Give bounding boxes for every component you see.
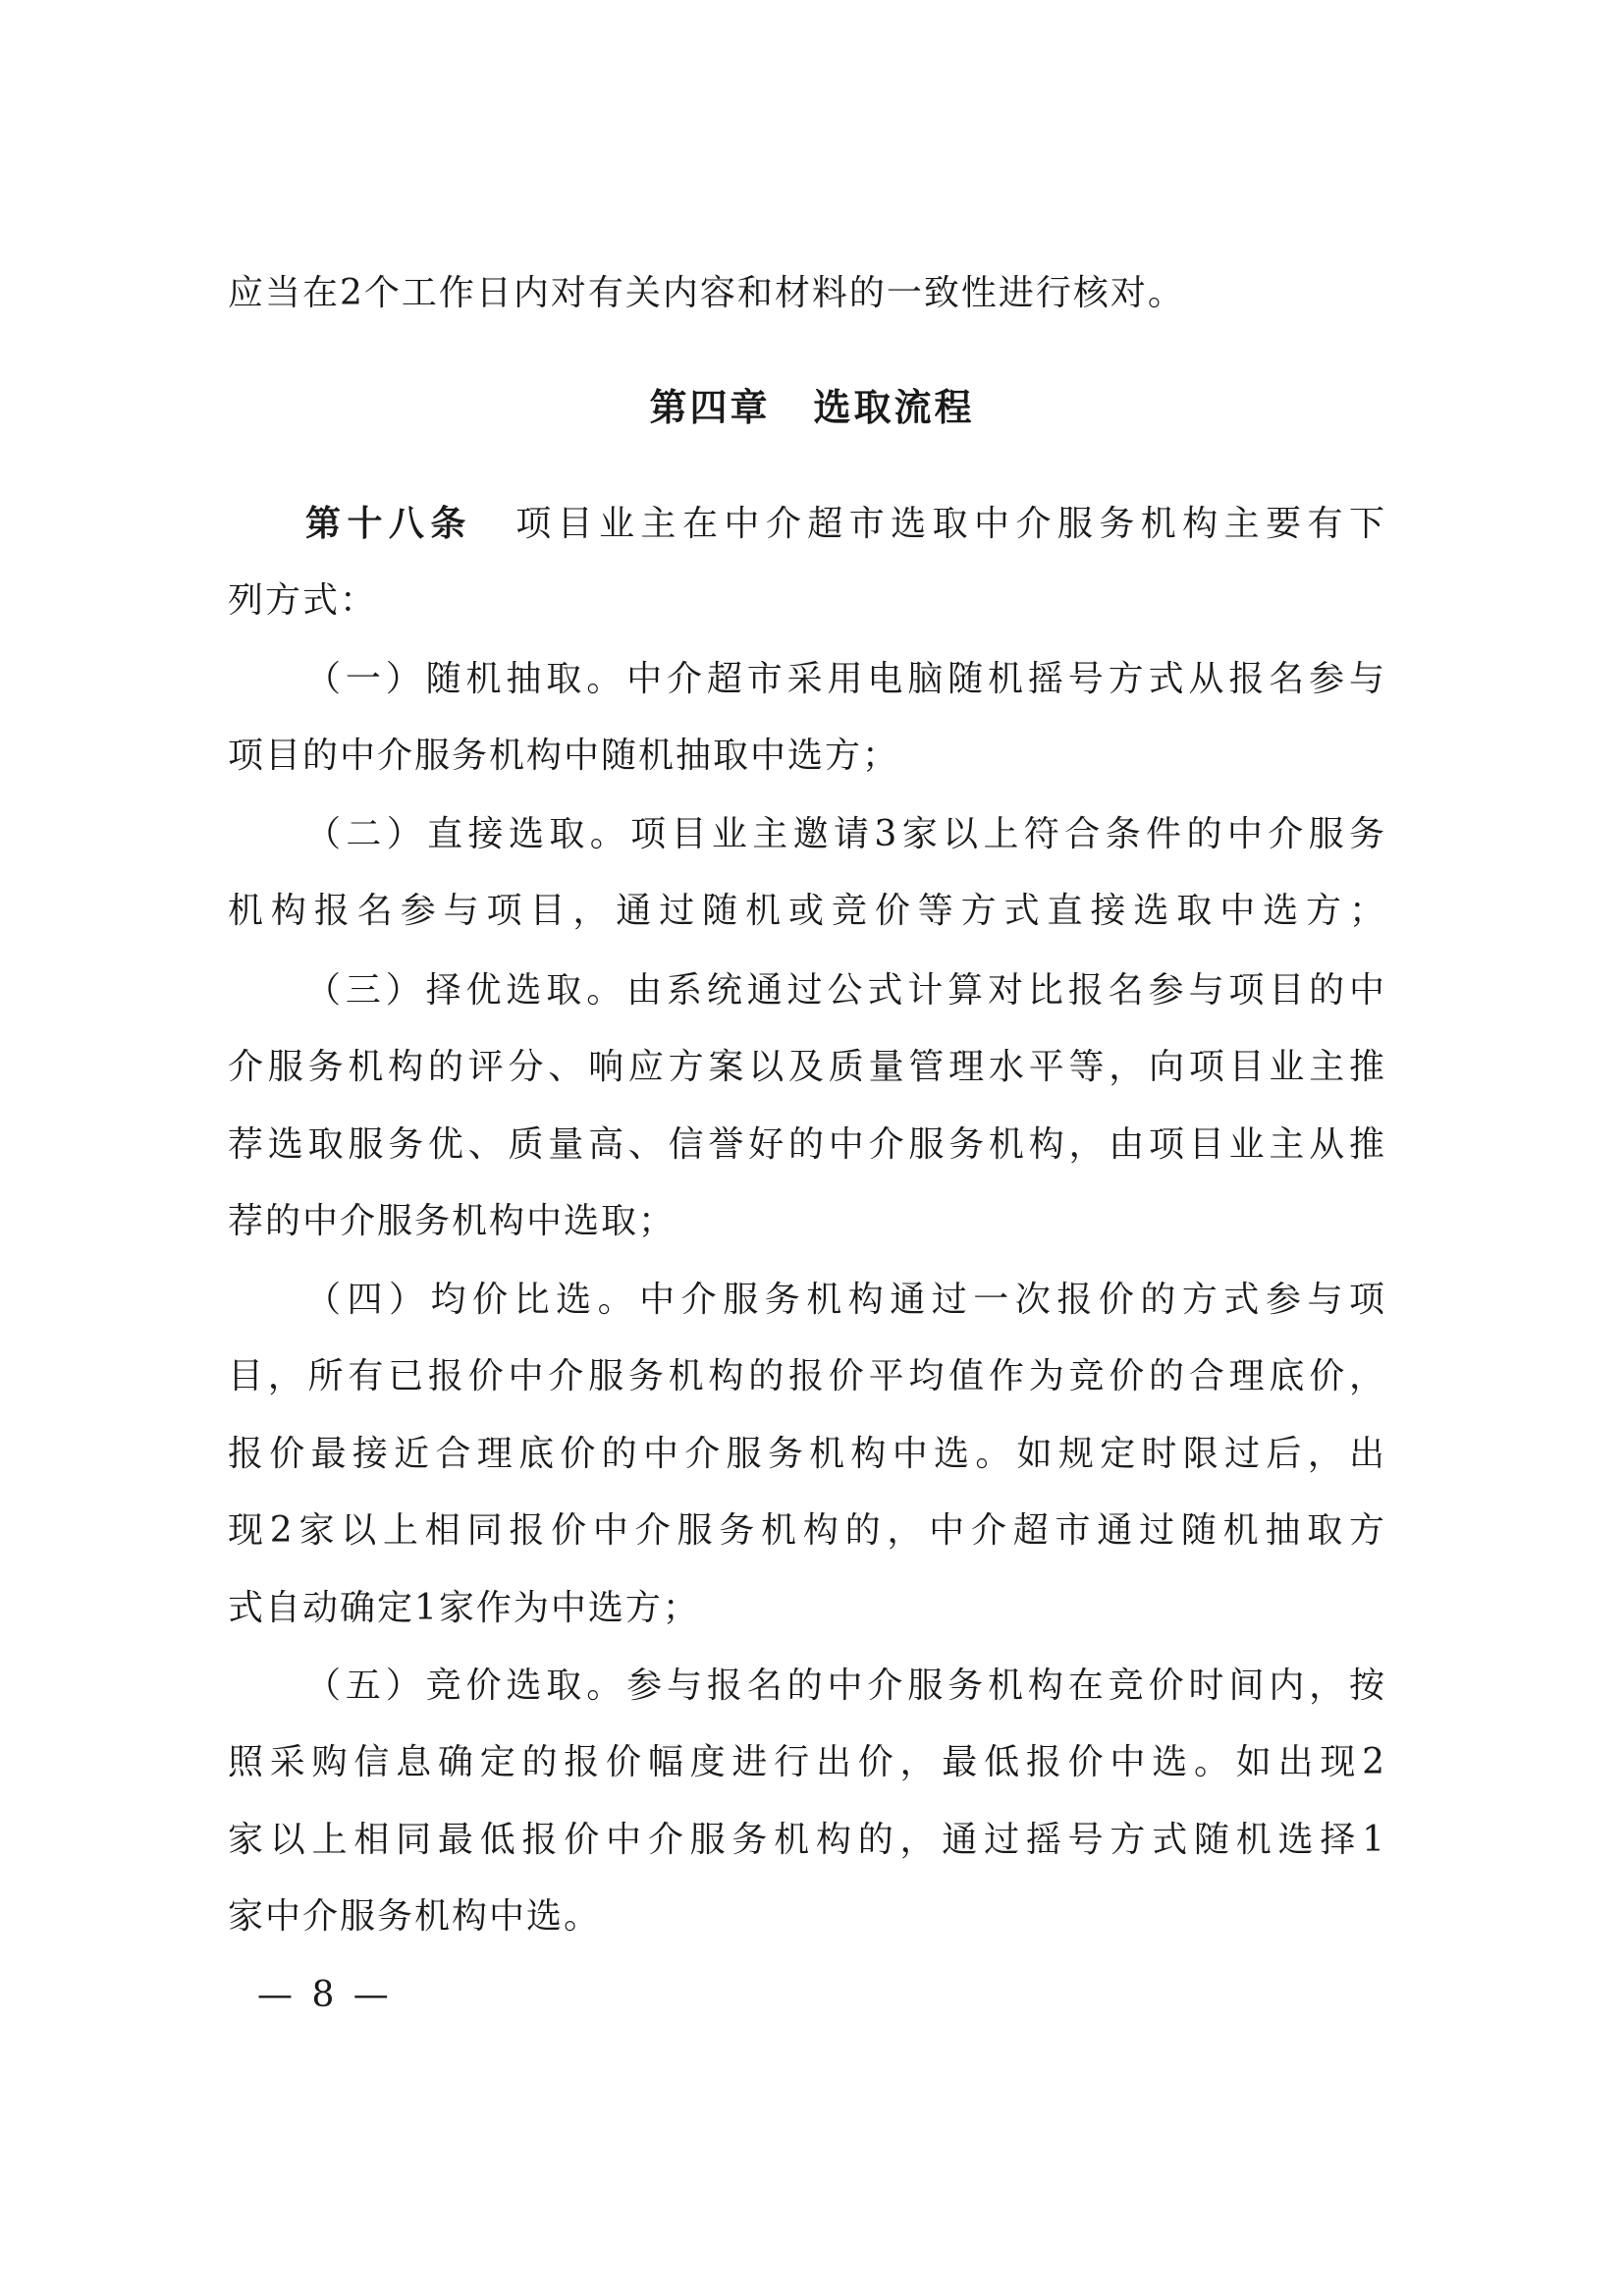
list-item-line: 家以上相同最低报价中介服务机构的，通过摇号方式随机选择1	[228, 1820, 1386, 1860]
list-item-line: 目，所有已报价中介服务机构的报价平均值作为竞价的合理底价，	[228, 1356, 1386, 1396]
list-item-line: （一）随机抽取。中介超市采用电脑随机摇号方式从报名参与	[305, 659, 1386, 699]
chapter-number: 第四章	[649, 386, 771, 429]
list-item-line: 荐选取服务优、质量高、信誉好的中介服务机构，由项目业主从推	[228, 1124, 1386, 1165]
article-label: 第十八条	[305, 504, 472, 544]
list-item-line: 照采购信息确定的报价幅度进行出价，最低报价中选。如出现2	[228, 1742, 1386, 1782]
list-item-line: 报价最接近合理底价的中介服务机构中选。如规定时限过后，出	[228, 1434, 1386, 1474]
list-item-line: （四）均价比选。中介服务机构通过一次报价的方式参与项	[305, 1280, 1386, 1320]
chapter-heading	[0, 383, 1624, 432]
list-item-line: 荐的中介服务机构中选取；	[228, 1201, 677, 1241]
list-item-line: 机构报名参与项目，通过随机或竞价等方式直接选取中选方；	[228, 891, 1386, 931]
list-item-line: （二）直接选取。项目业主邀请3家以上符合条件的中介服务	[305, 814, 1386, 854]
list-item-line: 项目的中介服务机构中随机抽取中选方；	[228, 736, 900, 776]
list-item-line: 现2家以上相同报价中介服务机构的，中介超市通过随机抽取方	[228, 1510, 1386, 1551]
list-item-line: 式自动确定1家作为中选方；	[228, 1588, 700, 1628]
chapter-title: 选取流程	[813, 386, 975, 429]
page-number: — 8 —	[257, 1975, 393, 2015]
paragraph-line: 列方式：	[228, 580, 378, 621]
article-18-first-line	[305, 501, 1386, 548]
paragraph-line: 应当在2个工作日内对有关内容和材料的一致性进行核对。	[228, 273, 1185, 313]
list-item-line: 介服务机构的评分、响应方案以及质量管理水平等，向项目业主推	[228, 1047, 1386, 1087]
article-text: 项目业主在中介超市选取中介服务机构主要有下	[511, 504, 1386, 544]
list-item-line: 家中介服务机构中选。	[228, 1896, 602, 1937]
list-item-line: （五）竞价选取。参与报名的中介服务机构在竞价时间内，按	[305, 1666, 1386, 1706]
list-item-line: （三）择优选取。由系统通过公式计算对比报名参与项目的中	[305, 970, 1386, 1011]
